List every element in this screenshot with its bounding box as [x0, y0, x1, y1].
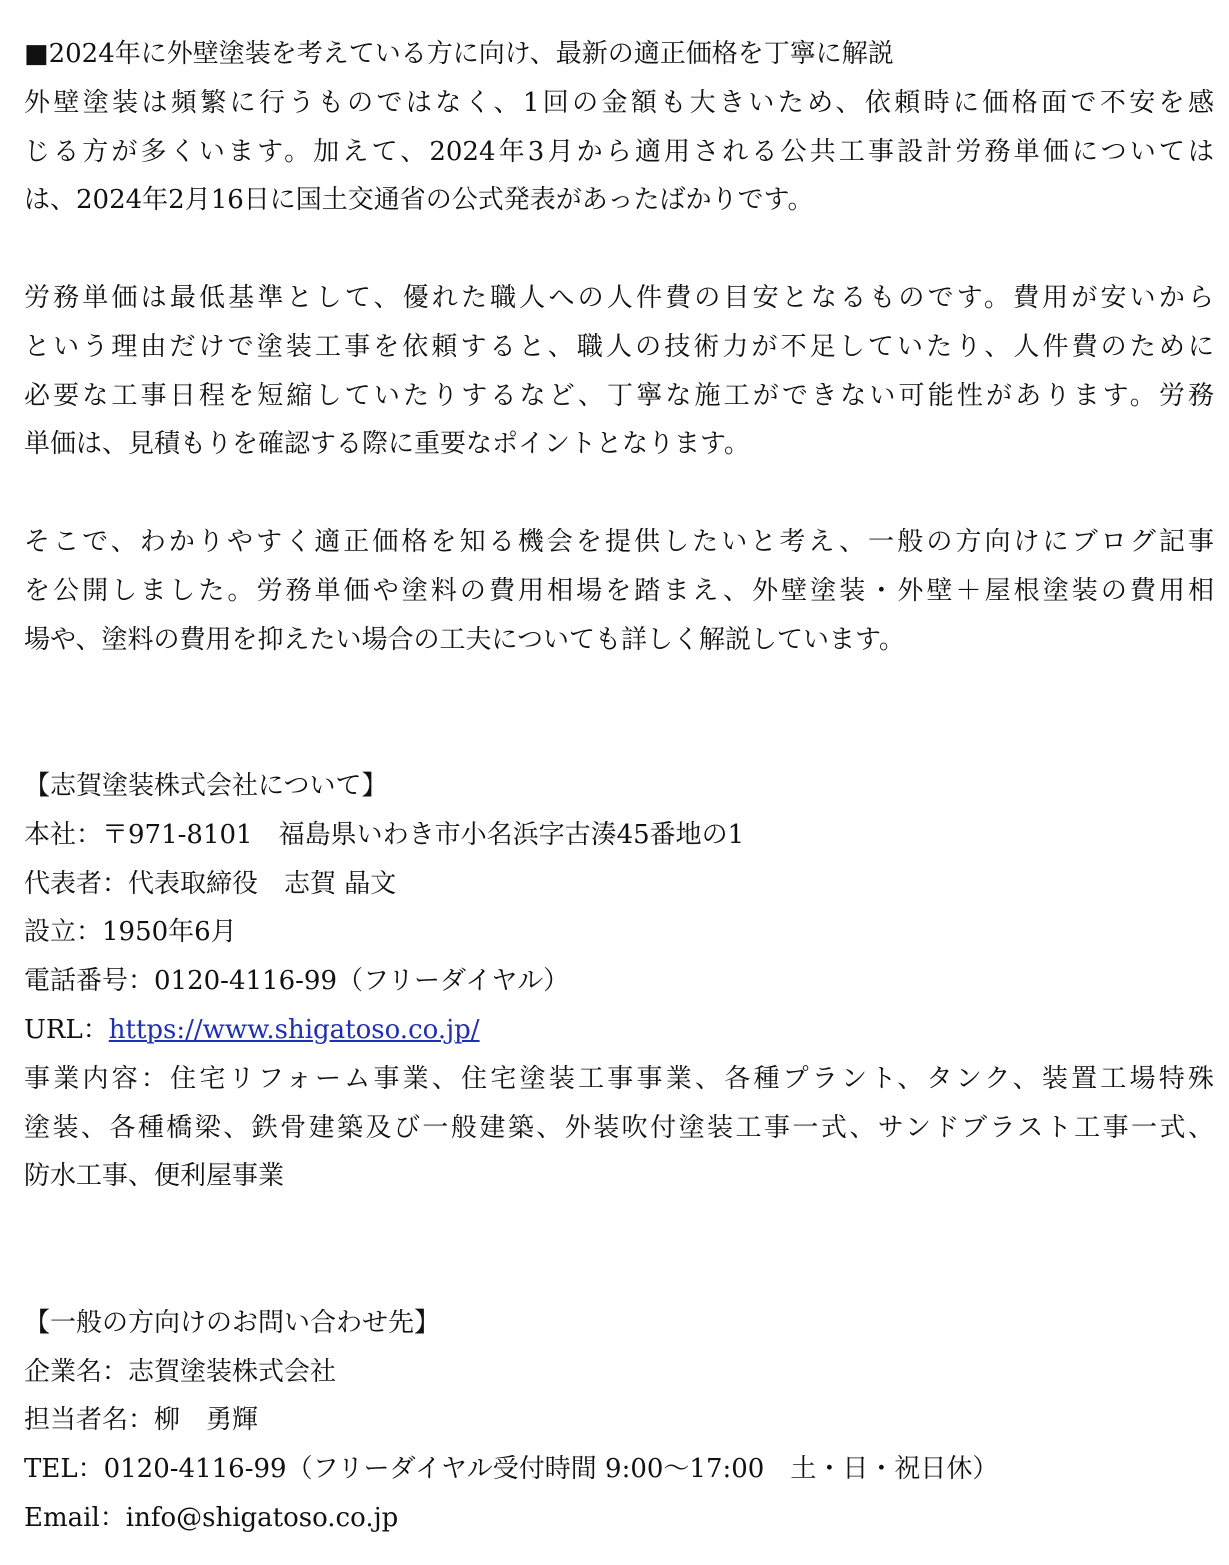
company-representative: 代表者：代表取締役 志賀 晶文 [24, 868, 397, 899]
contact-section-title: 【一般の方向けのお問い合わせ先】 [24, 1307, 441, 1338]
paragraph-2-line-2: という理由だけで塗装工事を依頼すると、職人の技術力が不足していたり、人件費のために [24, 331, 1214, 362]
company-phone: 電話番号：0120-4116-99（フリーダイヤル） [24, 966, 570, 997]
paragraph-3-line-2: を公開しました。労務単価や塗料の費用相場を踏まえ、外壁塗装・外壁＋屋根塗装の費用相 [24, 575, 1214, 606]
paragraph-1-line-3: は、2024年2月16日に国土交通省の公式発表があったばかりです。 [24, 185, 814, 216]
section-heading: ■2024年に外壁塗装を考えている方に向け、最新の適正価格を丁寧に解説 [24, 39, 894, 69]
spacer [24, 664, 1214, 713]
company-url-row [24, 1006, 1214, 1055]
spacer [24, 713, 1214, 762]
company-business-line-1: 事業内容：住宅リフォーム事業、住宅塗装工事事業、各種プラント、タンク、装置工場特殊 [24, 1063, 1214, 1094]
company-business-line-2: 塗装、各種橋梁、鉄骨建築及び一般建築、外装吹付塗装工事一式、サンドブラスト工事一式、 [24, 1112, 1214, 1143]
paragraph-1-line-2: じる方が多くいます。加えて、2024年3月から適用される公共工事設計労務単価については [24, 136, 1214, 167]
spacer [24, 1201, 1214, 1250]
contact-tel: TEL：0120-4116-99（フリーダイヤル受付時間 9:00～17:00 土・日・祝日休） [24, 1454, 999, 1485]
spacer [24, 1250, 1214, 1299]
contact-email: Email：info@shigatoso.co.jp [24, 1502, 399, 1533]
contact-company-name: 企業名：志賀塗装株式会社 [24, 1356, 337, 1387]
paragraph-3-line-3: 場や、塗料の費用を抑えたい場合の工夫についても詳しく解説しています。 [24, 624, 905, 655]
paragraph-1-line-1: 外壁塗装は頻繁に行うものではなく、1回の金額も大きいため、依頼時に価格面で不安を感 [24, 87, 1214, 118]
company-section-title: 【志賀塗装株式会社について】 [24, 770, 388, 801]
company-url-link[interactable]: https://www.shigatoso.co.jp/ [108, 1014, 480, 1045]
paragraph-2-line-3: 必要な工事日程を短縮していたりするなど、丁寧な施工ができない可能性があります。労務 [24, 380, 1214, 411]
press-release-document [24, 30, 1214, 1543]
spacer [24, 469, 1214, 518]
paragraph-3-line-1: そこで、わかりやすく適正価格を知る機会を提供したいと考え、一般の方向けにブログ記事 [24, 526, 1214, 557]
paragraph-2-line-4: 単価は、見積もりを確認する際に重要なポイントとなります。 [24, 429, 750, 460]
contact-person: 担当者名：柳 勇輝 [24, 1405, 259, 1436]
company-established: 設立：1950年6月 [24, 917, 237, 948]
company-url-label: URL： [24, 1014, 109, 1045]
spacer [24, 225, 1214, 274]
paragraph-2-line-1: 労務単価は最低基準として、優れた職人への人件費の目安となるものです。費用が安いから [24, 282, 1214, 313]
company-business-line-3: 防水工事、便利屋事業 [24, 1161, 285, 1192]
company-address: 本社：〒971-8101 福島県いわき市小名浜字古湊45番地の1 [24, 819, 745, 850]
